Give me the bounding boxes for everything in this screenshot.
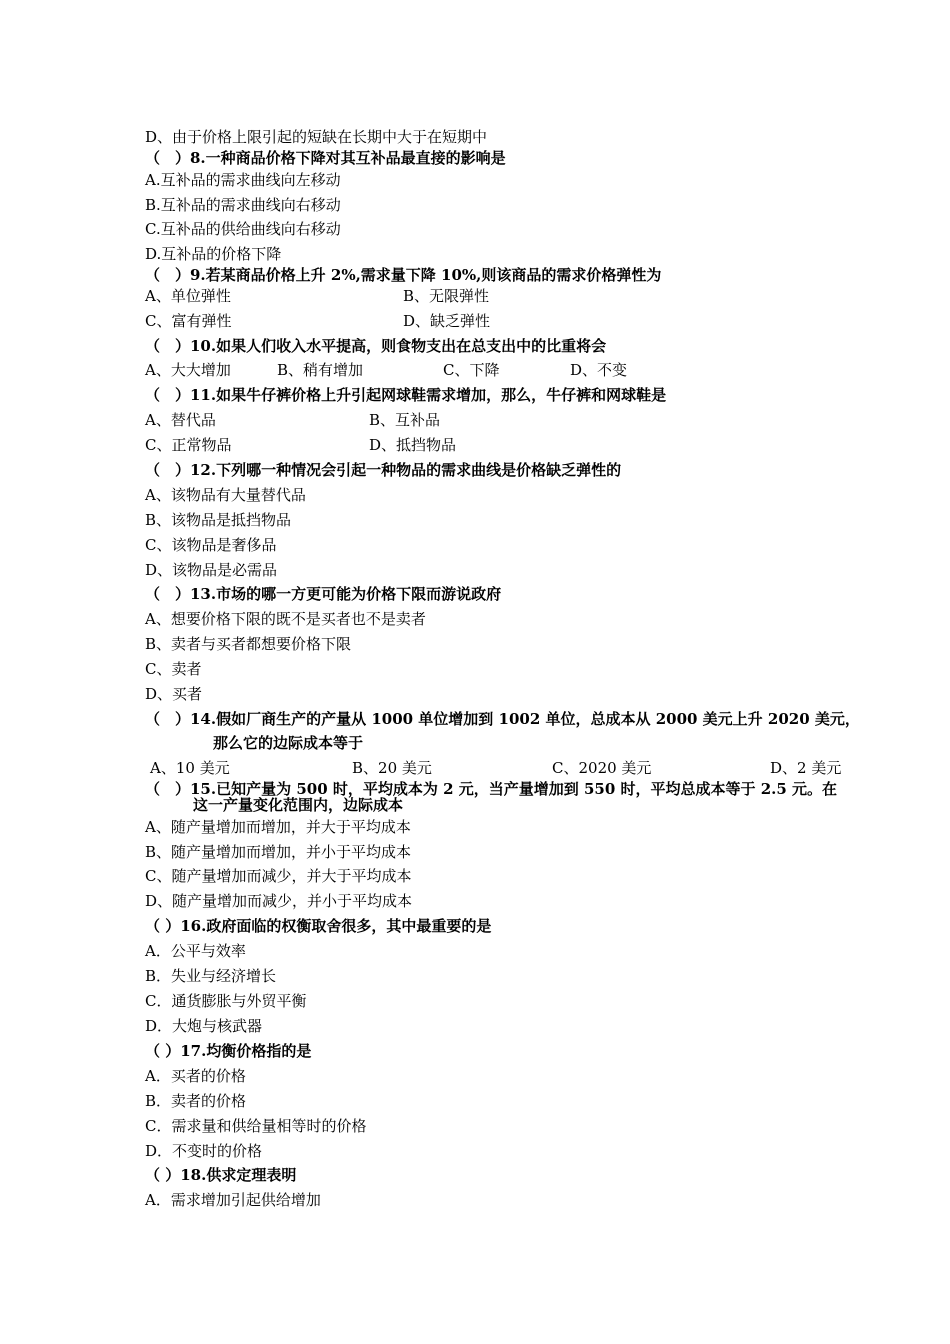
question-18: （ ）18.供求定理表明 — [145, 1166, 297, 1184]
q16-option-d: D．大炮与核武器 — [145, 1017, 263, 1035]
q14-option-a: A、10 美元 — [150, 759, 230, 777]
q16-option-b: B．失业与经济增长 — [145, 967, 277, 985]
question-14: （ ）14.假如厂商生产的产量从 1000 单位增加到 1002 单位，总成本从 2000 美元上升 2020 美元， — [145, 710, 860, 728]
q13-option-a: A、想要价格下限的既不是买者也不是卖者 — [145, 610, 426, 628]
q7-option-d: D、由于价格上限引起的短缺在长期中大于在短期中 — [145, 128, 488, 146]
question-12: （ ）12.下列哪一种情况会引起一种物品的需求曲线是价格缺乏弹性的 — [145, 461, 622, 479]
q9-option-d: D、缺乏弹性 — [403, 312, 491, 330]
q14-option-d: D、2 美元 — [770, 759, 842, 777]
question-14-cont: 那么它的边际成本等于 — [213, 734, 364, 752]
question-15: （ ）15.已知产量为 500 时，平均成本为 2 元，当产量增加到 550 时，平均总成本等于 2.5 元。在 — [145, 780, 838, 798]
q17-option-d: D．不变时的价格 — [145, 1142, 263, 1160]
question-17: （ ）17.均衡价格指的是 — [145, 1042, 312, 1060]
q8-option-b: B.互补品的需求曲线向右移动 — [145, 196, 341, 214]
q13-option-c: C、卖者 — [145, 660, 202, 678]
q18-option-a: A．需求增加引起供给增加 — [145, 1191, 321, 1209]
q12-option-a: A、该物品有大量替代品 — [145, 486, 306, 504]
question-10: （ ）10.如果人们收入水平提高，则食物支出在总支出中的比重将会 — [145, 337, 607, 355]
q10-option-b: B、稍有增加 — [277, 361, 364, 379]
question-9: （ ）9.若某商品价格上升 2%,需求量下降 10%,则该商品的需求价格弹性为 — [145, 266, 662, 284]
question-13: （ ）13.市场的哪一方更可能为价格下限而游说政府 — [145, 585, 502, 603]
q15-option-d: D、随产量增加而减少，并小于平均成本 — [145, 892, 413, 910]
q14-option-c: C、2020 美元 — [552, 759, 652, 777]
q17-option-c: C．需求量和供给量相等时的价格 — [145, 1117, 367, 1135]
q12-option-d: D、该物品是必需品 — [145, 561, 278, 579]
q15-option-b: B、随产量增加而增加，并小于平均成本 — [145, 843, 412, 861]
q9-option-b: B、无限弹性 — [403, 287, 490, 305]
q11-option-d: D、抵挡物品 — [369, 436, 457, 454]
question-11: （ ）11.如果牛仔裤价格上升引起网球鞋需求增加，那么，牛仔裤和网球鞋是 — [145, 386, 667, 404]
q15-option-a: A、随产量增加而增加，并大于平均成本 — [145, 818, 411, 836]
q17-option-a: A．买者的价格 — [145, 1067, 246, 1085]
q17-option-b: B．卖者的价格 — [145, 1092, 247, 1110]
question-15-cont: 这一产量变化范围内，边际成本 — [193, 796, 404, 814]
q13-option-b: B、卖者与买者都想要价格下限 — [145, 635, 352, 653]
q10-option-a: A、大大增加 — [145, 361, 231, 379]
q10-option-d: D、不变 — [570, 361, 628, 379]
q10-option-c: C、下降 — [443, 361, 500, 379]
q11-option-c: C、正常物品 — [145, 436, 232, 454]
q8-option-c: C.互补品的供给曲线向右移动 — [145, 220, 341, 238]
q13-option-d: D、买者 — [145, 685, 203, 703]
q8-option-d: D.互补品的价格下降 — [145, 245, 282, 263]
q16-option-c: C．通货膨胀与外贸平衡 — [145, 992, 307, 1010]
q12-option-c: C、该物品是奢侈品 — [145, 536, 277, 554]
q9-option-c: C、富有弹性 — [145, 312, 232, 330]
q8-option-a: A.互补品的需求曲线向左移动 — [145, 171, 341, 189]
q15-option-c: C、随产量增加而减少，并大于平均成本 — [145, 867, 412, 885]
q14-option-b: B、20 美元 — [352, 759, 432, 777]
q9-option-a: A、单位弹性 — [145, 287, 231, 305]
q16-option-a: A．公平与效率 — [145, 942, 246, 960]
question-16: （ ）16.政府面临的权衡取舍很多，其中最重要的是 — [145, 917, 492, 935]
q11-option-b: B、互补品 — [369, 411, 441, 429]
q12-option-b: B、该物品是抵挡物品 — [145, 511, 292, 529]
q11-option-a: A、替代品 — [145, 411, 216, 429]
question-8: （ ）8.一种商品价格下降对其互补品最直接的影响是 — [145, 149, 506, 167]
